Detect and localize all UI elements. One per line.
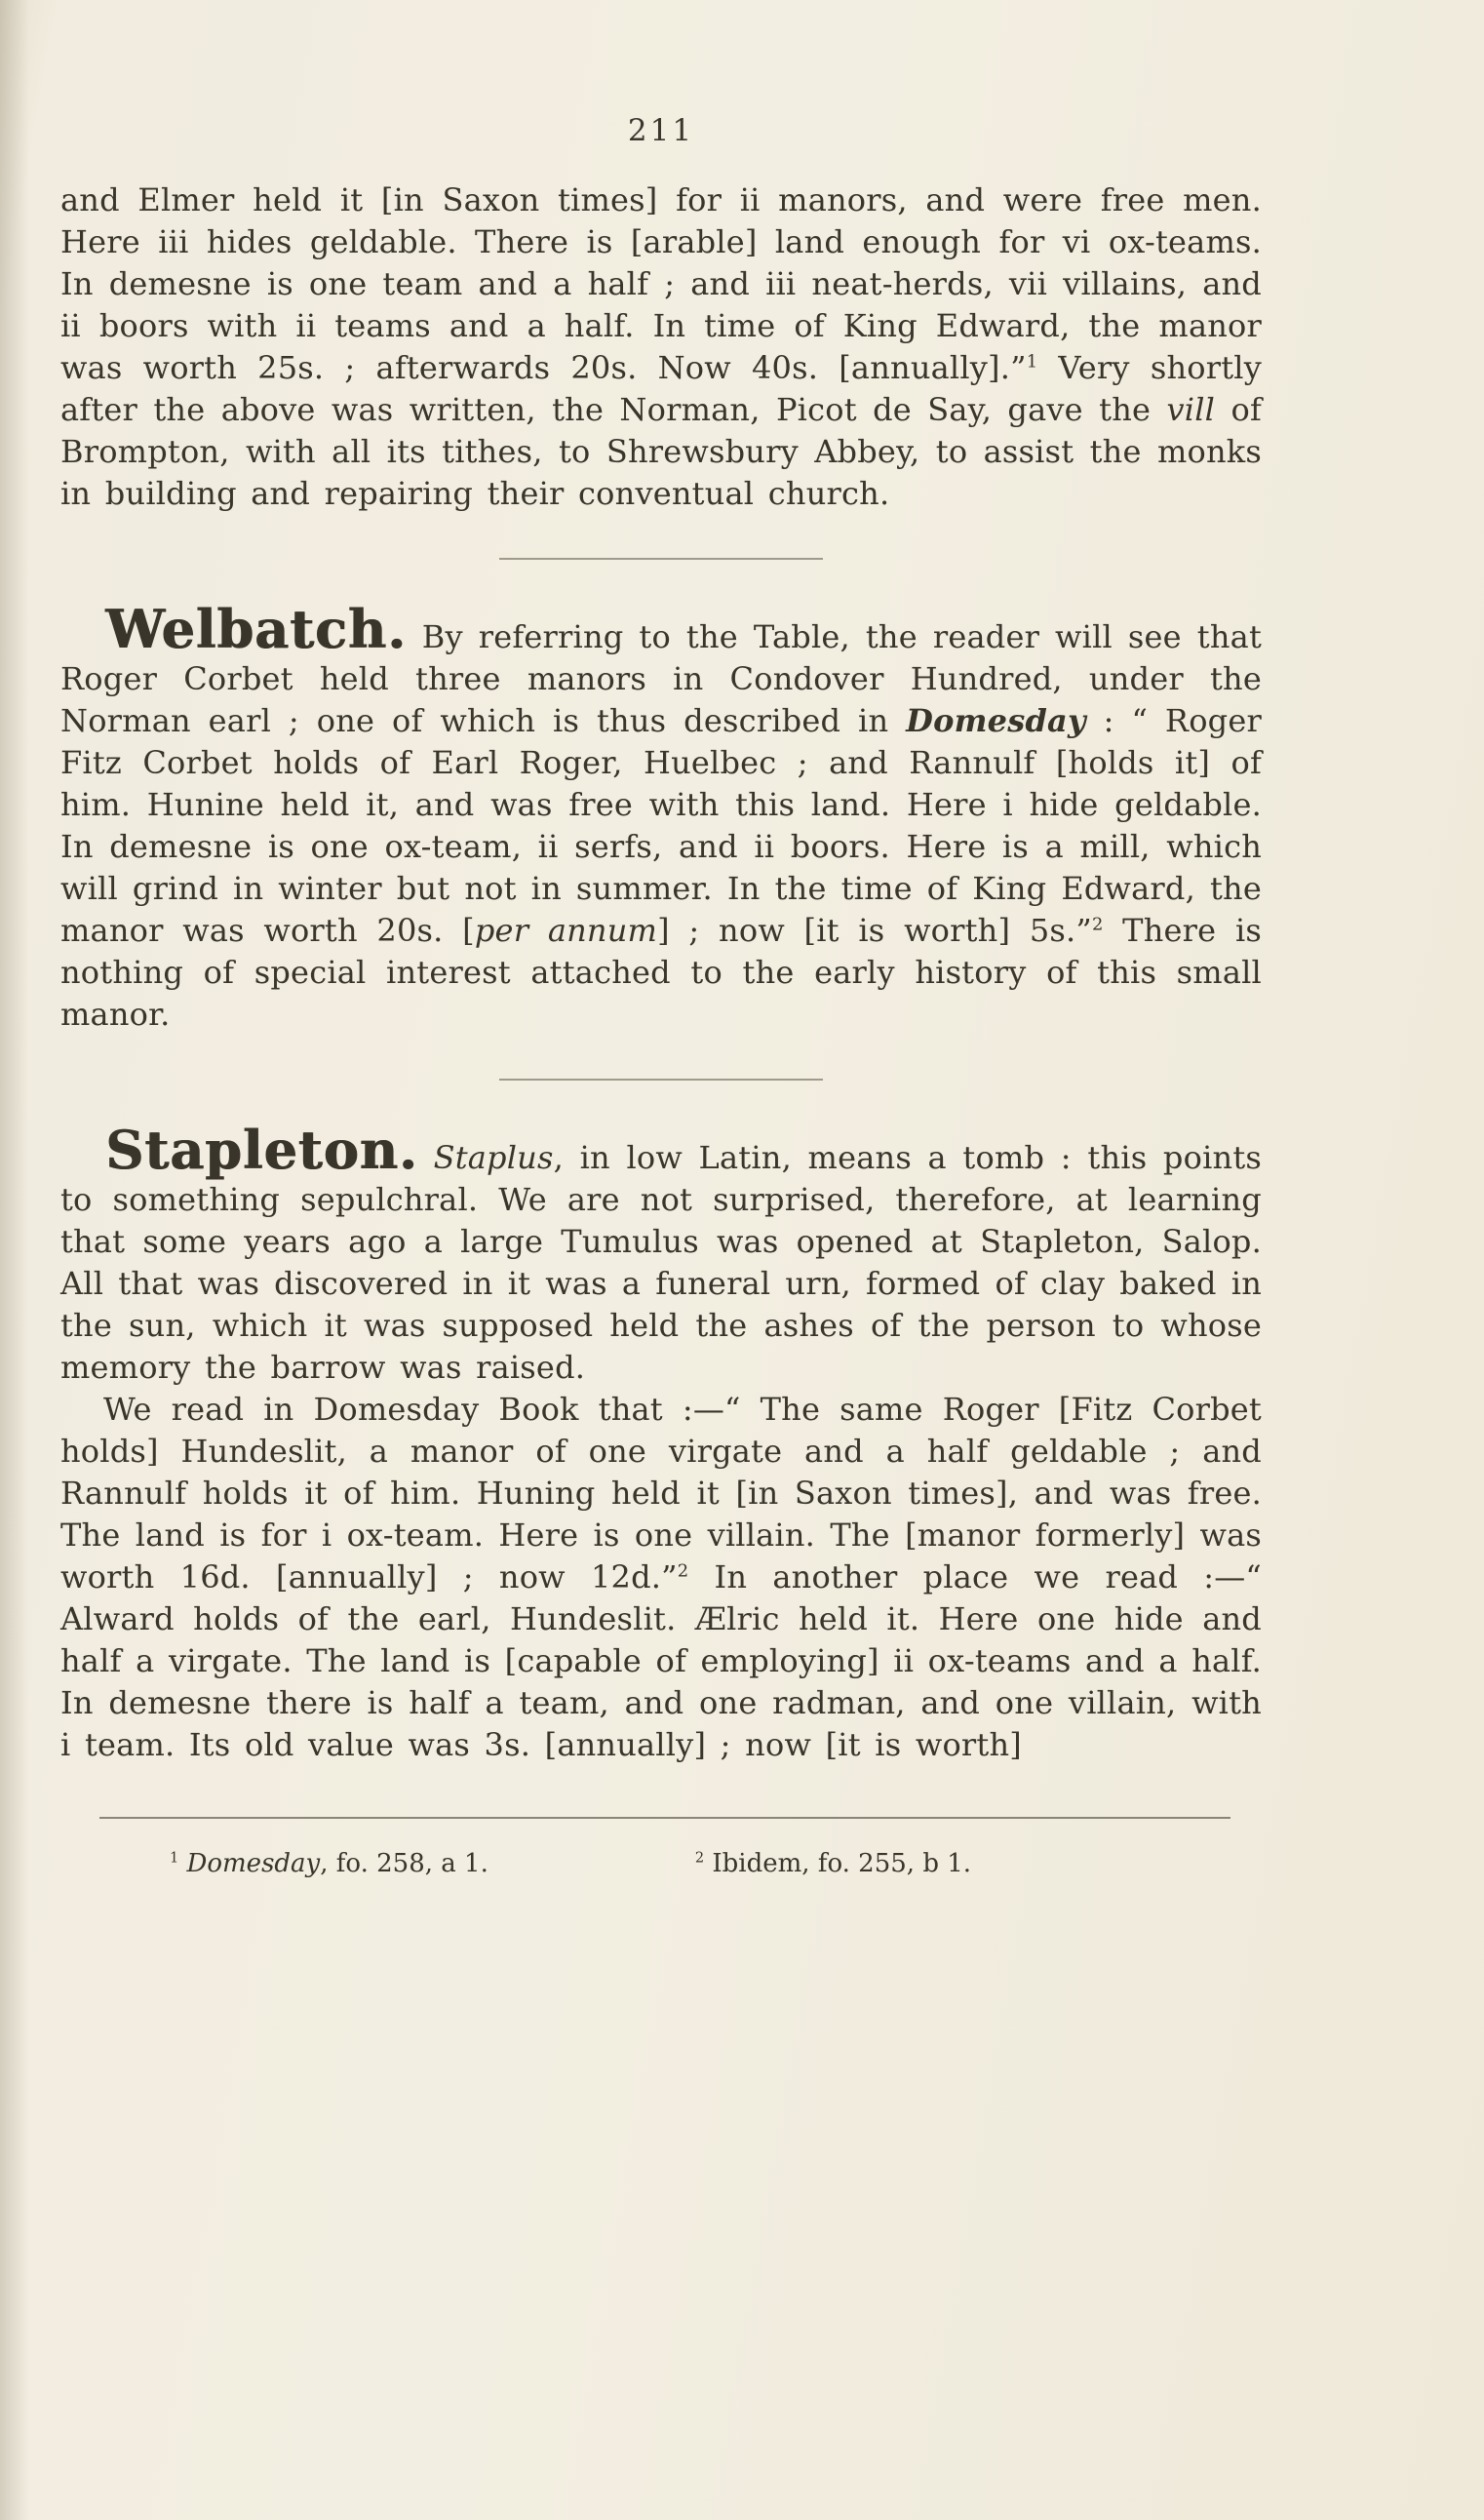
text-segment: In another place we read :—“ Alward holds of the earl, Hundeslit. Ælric held it. Here one hide and half a virgate. The land is [capable of employing] ii ox-teams and a half. In demesne there is half a team, and one radman, and one villain, with i team. Its old value was 3s. [annually] ; now [it is worth] [60,1558,1262,1763]
text-segment: We read in Domesday Book that :—“ The same Roger [Fitz Corbet holds] Hundeslit, a manor of one virgate and a half geldable ; and Rannulf holds it of him. Huning held it [in Saxon times], and was free. The land is for i ox-team. Here is one villain. The [manor formerly] was worth 16d. [annually] ; now 12d.” [60,1391,1262,1595]
footnote-reference: 2 [677,1560,689,1582]
footnote-reference: 1 [1026,351,1038,373]
opening-paragraph [60,179,1262,515]
footnotes [170,1848,1262,1879]
section-divider [499,1079,823,1081]
text-segment: Very shortly after the above was written, the Norman, Picot de Say, gave the [60,349,1262,428]
text-segment: per annum [474,912,658,949]
section-welbatch [60,598,1262,1036]
text-segment: By referring to the Table, the reader will see that Roger Corbet held three manors in Condover Hundred, under the Norman earl ; one of which is thus described in [60,618,1262,739]
section-welbatch-text [60,618,1262,1033]
text-segment: ] ; now [it is worth] 5s.” [657,912,1092,949]
book-page [60,0,1262,1879]
footnote-1-text [187,1849,488,1878]
text-segment: vill [1166,391,1216,428]
footnote-divider [99,1817,1230,1819]
section-divider [499,558,823,560]
footnote-2-text [712,1849,971,1878]
text-segment: Ibidem, fo. 255, b 1. [712,1849,972,1878]
text-segment: Staplus [433,1139,554,1176]
text-segment: and Elmer held it [in Saxon times] for ii manors, and were free men. Here iii hides geldable. There is [arable] land enough for vi ox-teams. In demesne is one team and a half ; and iii neat-herds, vii villains, and ii boors with ii teams and a half. In time of King Edward, the manor was worth 25s. ; afterwards 20s. Now 40s. [annually].” [60,181,1262,386]
footnote-reference: 2 [1091,914,1104,935]
section-heading-welbatch: Welbatch. [105,598,407,660]
text-segment: , fo. 258, a 1. [320,1849,488,1878]
scan-edge-shadow [0,0,29,2520]
text-segment: Domesday [186,1849,321,1878]
section-heading-stapleton: Stapleton. [105,1119,418,1181]
text-segment: There is nothing of special interest attached to the early history of this small manor. [60,912,1262,1033]
footnote-1 [170,1848,488,1879]
section-stapleton-paragraph-2 [60,1389,1262,1766]
footnote-marker-1: 1 [170,1849,179,1867]
text-segment: , in low Latin, means a tomb : this points to something sepulchral. We are not surprised, therefore, at learning that some years ago a large Tumulus was opened at Stapleton, Salop. All that was discovered in it was a funeral urn, formed of clay baked in the sun, which it was supposed held the ashes of the person to whose memory the barrow was raised. [60,1139,1262,1386]
page-number: 211 [627,113,695,148]
footnote-marker-2: 2 [694,1849,705,1867]
footnote-2 [695,1848,971,1879]
text-segment: of Brompton, with all its tithes, to Shrewsbury Abbey, to assist the monks in building and repairing their conventual church. [60,391,1262,512]
text-segment: Domesday [906,702,1086,739]
text-segment: : “ Roger Fitz Corbet holds of Earl Roger, Huelbec ; and Rannulf [holds it] of him. Hunine held it, and was free with this land. Here i hide geldable. In demesne is one ox-team, ii serfs, and ii boors. Here is a mill, which will grind in winter but not in summer. In the time of King Edward, the manor was worth 20s. [ [60,702,1262,949]
section-stapleton [60,1119,1262,1389]
